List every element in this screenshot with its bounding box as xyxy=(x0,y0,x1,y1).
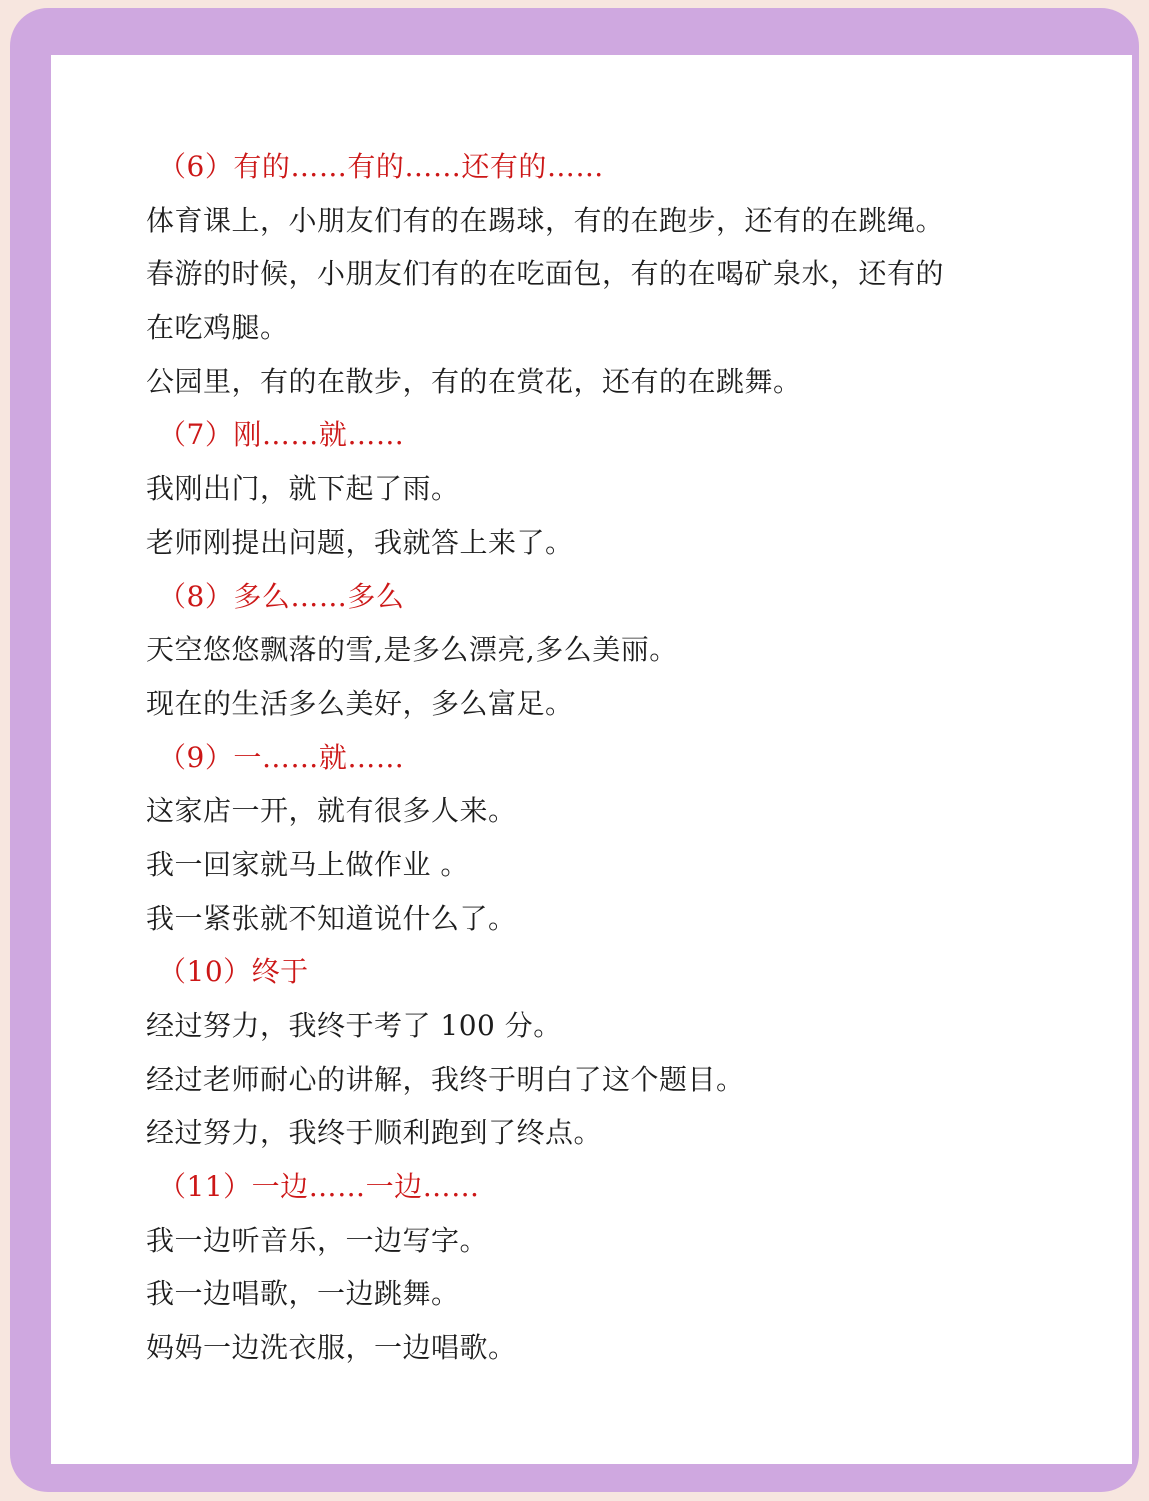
example-sentence: 体育课上，小朋友们有的在踢球，有的在跑步，还有的在跳绳。 xyxy=(146,203,945,237)
example-sentence: 我刚出门，就下起了雨。 xyxy=(146,472,460,506)
example-sentence: 经过努力，我终于考了 100 分。 xyxy=(146,1009,562,1042)
section-heading-9: （9）一……就…… xyxy=(158,740,405,774)
example-sentence: 老师刚提出问题，我就答上来了。 xyxy=(146,525,574,559)
example-sentence: 公园里，有的在散步，有的在赏花，还有的在跳舞。 xyxy=(146,364,802,398)
example-sentence: 我一回家就马上做作业 。 xyxy=(146,847,469,881)
section-heading-10: （10）终于 xyxy=(158,955,309,989)
example-sentence: 经过老师耐心的讲解，我终于明白了这个题目。 xyxy=(146,1062,745,1096)
example-sentence: 天空悠悠飘落的雪,是多么漂亮,多么美丽。 xyxy=(146,633,678,667)
section-heading-6: （6）有的……有的……还有的…… xyxy=(158,150,604,183)
example-sentence: 妈妈一边洗衣服，一边唱歌。 xyxy=(146,1331,517,1365)
section-heading-7: （7）刚……就…… xyxy=(158,418,405,452)
section-heading-11: （11）一边……一边…… xyxy=(158,1170,480,1204)
document-content xyxy=(146,140,1046,1375)
example-sentence: 我一边唱歌，一边跳舞。 xyxy=(146,1277,460,1311)
example-sentence: 在吃鸡腿。 xyxy=(146,311,289,345)
example-sentence: 我一紧张就不知道说什么了。 xyxy=(146,901,517,935)
example-sentence: 我一边听音乐，一边写字。 xyxy=(146,1223,489,1257)
example-sentence: 现在的生活多么美好，多么富足。 xyxy=(146,686,574,720)
example-sentence: 经过努力，我终于顺利跑到了终点。 xyxy=(146,1116,603,1150)
example-sentence: 春游的时候，小朋友们有的在吃面包，有的在喝矿泉水，还有的 xyxy=(146,257,945,291)
example-sentence: 这家店一开，就有很多人来。 xyxy=(146,794,517,828)
section-heading-8: （8）多么……多么 xyxy=(158,579,405,613)
